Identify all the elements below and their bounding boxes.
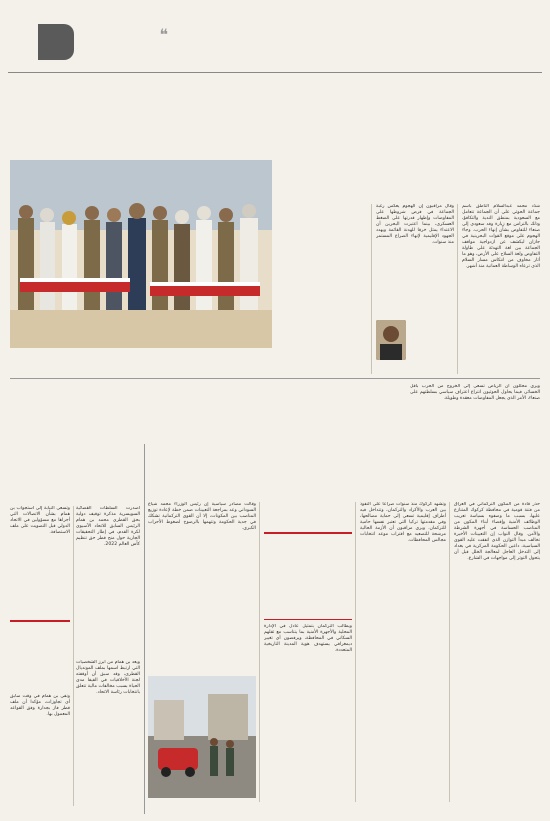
kirkuk-street-photo [148,676,256,798]
author-box [376,318,454,368]
football-column-1: أصدرت السلطات القضائية السويسرية مذكرة توقيف دولية بحق القطري محمد بن همام الرئيس السابق للاتحاد الآسيوي لكرة القدم، في إطار التحقيقات الجارية حول منح قطر حق تنظيم كأس العالم 2022. [76,506,140,547]
football-divider [73,506,74,806]
quote-mark-icon: ❝ [159,25,168,44]
kirkuk-column-2: وتشهد كركوك منذ سنوات صراعا على النفوذ بين العرب والأكراد والتركمان، وتتداخل فيه أطراف إقليمية تسعى إلى حماية مصالحها، وفي مقدمتها تركيا التي تعتبر نفسها حامية للتركمان. ويرى مراقبون أن الأزمة الحالية مرشحة للتصعيد مع اقتراب موعد انتخابات مجالس المحافظات. [360,502,446,543]
kirkuk-divider-3 [259,502,260,802]
page-number-badge [38,24,74,60]
kirkuk-divider-1 [449,502,450,802]
section-header [10,22,170,62]
column-divider [457,204,458,374]
kirkuk-column-1: حذّر قادة من المكون التركماني في العراق من فتنة قومية في محافظة كركوك المتنازع عليها، بسبب ما وصفوه بسياسة تعريب الوظائف الأمنية وإقصاء أبناء المكون من المناصب الحساسة في أجهزة الشرطة والأمن. وقال النواب إن التعيينات الأخيرة تخالف مبدأ التوازن الذي اتفقت عليه القوى السياسية، داعين الحكومة المركزية في بغداد إلى التدخل العاجل لمعالجة الخلل قبل أن يتحول التوتر إلى مواجهات في الشارع. [454,502,540,561]
kirkuk-inset-headline [264,534,352,538]
kirkuk-column-4: وقالت مصادر سياسية إن رئيس الوزراء محمد شياع السوداني وعد بمراجعة التعيينات ضمن خطة لإعادة توزيع المناصب بين المكونات، إلا أن القوى التركمانية تشكك في جدية الحكومة وتتهمها بالرضوخ لضغوط الأحزاب الكبرى. [148,502,256,531]
top-story-column-2: وقال مراقبون إن الهجوم يعكس رغبة الجماعة في فرض شروطها على المفاوضات وإظهار قدرتها على الضغط العسكري، بينما اعتبرت البحرين أن الاعتداء يمثل خرقا للهدنة القائمة ويهدد الجهود الإقليمية لإنهاء الصراع المستمر منذ سنوات. [376,204,454,245]
story-separator [144,444,145,814]
football-column-2: وتسعى النيابة إلى استجواب بن همام بشأن الاتصالات التي أجراها مع مسؤولين في الاتحاد الدولي قبل التصويت على ملف الاستضافة. [10,506,70,535]
kirkuk-inset-box [264,532,352,620]
pull-quote-text [10,622,70,625]
football-column-4: ويعد بن همام من أبرز الشخصيات التي ارتبط اسمها بملف المونديال القطري، وقد سبق أن أوقفته لجنة الأخلاقيات في الفيفا مدى الحياة بسبب مخالفات مالية تتعلق بانتخابات رئاسة الاتحاد. [76,660,140,695]
football-column-3: ونفى بن همام في وقت سابق أي تجاوزات، مؤكدا أن ملف قطر فاز بجدارة وفق القواعد المعمول بها. [10,694,70,717]
top-story-continuation-left [10,384,406,430]
newspaper-logo [474,26,544,60]
football-pull-quote [10,620,70,690]
masthead-rule [8,72,542,73]
top-story-continuation-right: ويرى محللون أن الرياض تسعى إلى الخروج من الحرب بأقل الخسائر، فيما يحاول الحوثيون انتزاع اعتراف سياسي بسلطتهم على صنعاء، الأمر الذي يجعل المفاوضات معقدة وطويلة. [410,384,540,401]
kirkuk-column-3: ويطالب التركمان بتمثيل عادل في الإدارة المحلية والأجهزة الأمنية بما يتناسب مع ثقلهم السكاني في المحافظة، ويرفضون أي تغيير ديمغرافي يستهدف هوية المدينة التاريخية المتعددة. [264,624,352,653]
column-divider-2 [371,204,372,374]
avatar [376,320,406,360]
top-story-lead [292,160,540,200]
masthead [0,0,550,70]
date-block [378,30,468,32]
top-story-photo [10,160,272,348]
section-rule [10,378,540,379]
top-story-column-1: شدّد محمد عبدالسلام الناطق باسم جماعة الحوثي على أن الجماعة تتعامل مع السعودية بمنطق الندية والتكافؤ، وذلك بالتزامن مع زيارة وفد سعودي إلى صنعاء للتفاوض بشأن إنهاء الحرب. وجاء الهجوم على موقع القوات البحرينية في جازان ليكشف عن ازدواجية مواقف الجماعة بين لغة التهدئة على طاولة التفاوض ولغة السلاح على الأرض، وهو ما أثار مخاوف من انتكاس مسار السلام الذي ترعاه الوساطة العمانية منذ أشهر. [462,204,540,269]
kirkuk-photo [148,676,256,798]
kirkuk-divider-2 [355,502,356,802]
funeral-photo [10,160,272,348]
